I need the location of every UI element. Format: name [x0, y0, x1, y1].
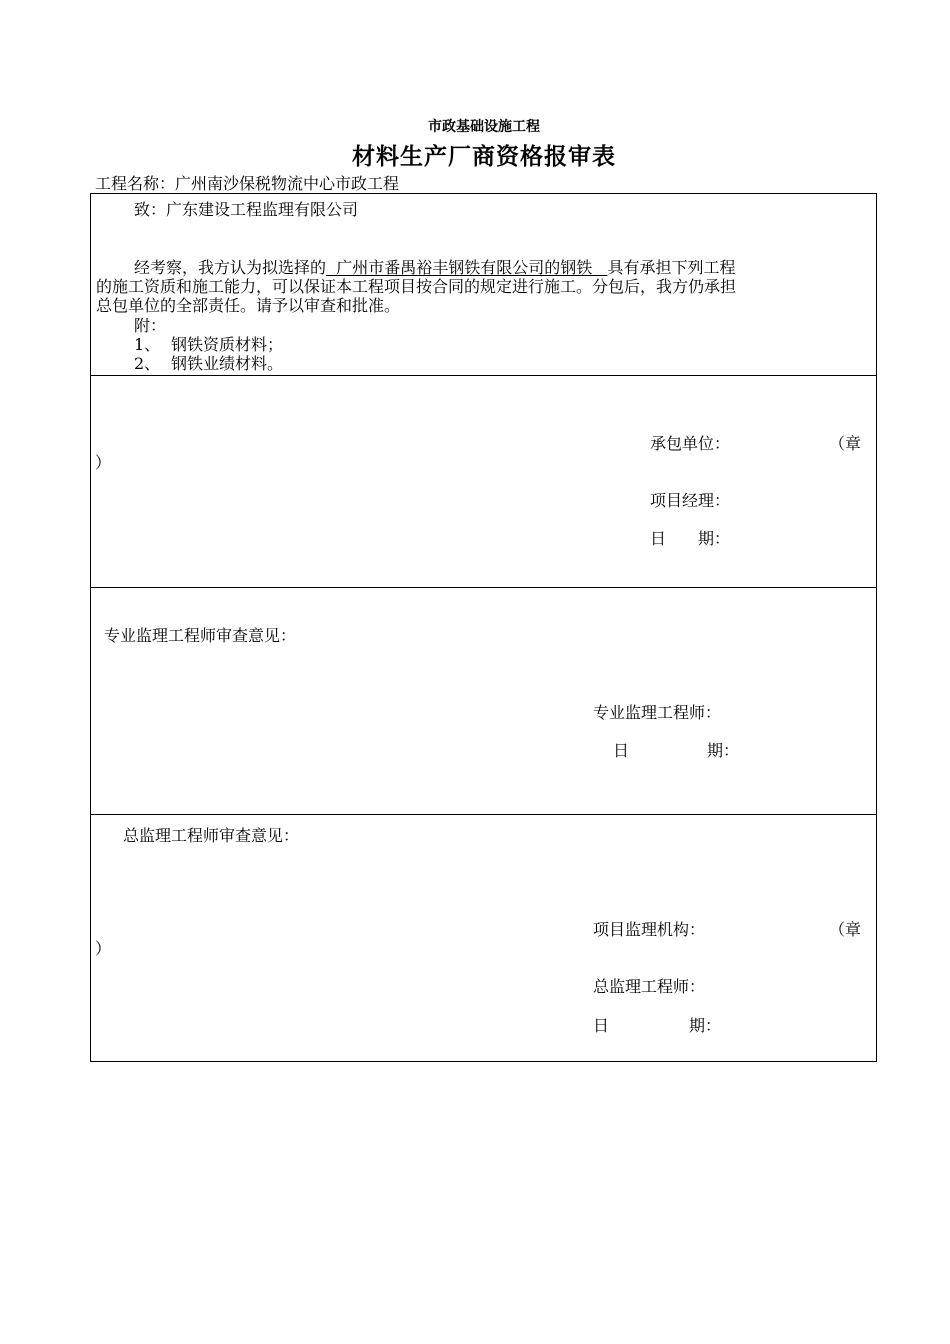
specialist-engineer-label: 专业监理工程师： — [593, 703, 722, 722]
form-subtitle: 市政基础设施工程 — [428, 119, 540, 135]
seal-mark-close: ） — [95, 939, 112, 958]
contractor-label: 承包单位： — [650, 434, 731, 453]
project-manager-label: 项目经理： — [650, 491, 731, 510]
chief-review-section — [91, 814, 876, 1063]
seal-mark-open: （章 — [829, 434, 862, 453]
project-name: 工程名称：广州南沙保税物流中心市政工程 — [95, 174, 400, 193]
application-paragraph-line1 — [134, 258, 735, 277]
application-paragraph-line2: 的施工资质和施工能力，可以保证本工程项目按合同的规定进行施工。分包后，我方仍承担 — [96, 277, 737, 296]
contractor-section — [91, 375, 876, 588]
supplier-name: 广州市番禺裕丰钢铁有限公司的钢铁 — [326, 258, 608, 277]
attachment-item-text: 钢铁资质材料； — [171, 335, 284, 354]
application-paragraph-line3: 总包单位的全部责任。请予以审查和批准。 — [96, 296, 401, 315]
seal-mark-open: （章 — [829, 920, 862, 939]
para-suffix: 具有承担下列工程 — [607, 258, 736, 277]
addressee: 致：广东建设工程监理有限公司 — [134, 200, 359, 219]
chief-date-label-suffix: 期： — [689, 1016, 722, 1035]
attachment-label: 附： — [134, 316, 167, 335]
specialist-opinion-label: 专业监理工程师审查意见： — [104, 626, 297, 645]
chief-engineer-label: 总监理工程师： — [593, 977, 706, 996]
attachment-item: 1、 — [134, 335, 161, 354]
specialist-date-label-suffix: 期： — [707, 741, 740, 760]
seal-mark-close: ） — [95, 453, 112, 472]
supervision-org-label: 项目监理机构： — [593, 920, 706, 939]
application-section — [91, 194, 876, 376]
form-title: 材料生产厂商资格报审表 — [352, 144, 616, 170]
specialist-review-section — [91, 587, 876, 815]
para-prefix: 经考察，我方认为拟选择的 — [134, 258, 327, 277]
attachment-item-text: 钢铁业绩材料。 — [171, 354, 284, 373]
chief-opinion-label: 总监理工程师审查意见： — [123, 826, 300, 845]
contractor-date-label: 日 期： — [650, 529, 731, 548]
approval-form-table — [90, 193, 877, 1062]
specialist-date-label: 日 — [613, 741, 630, 760]
attachment-item: 2、 — [134, 354, 161, 373]
chief-date-label: 日 — [593, 1016, 610, 1035]
